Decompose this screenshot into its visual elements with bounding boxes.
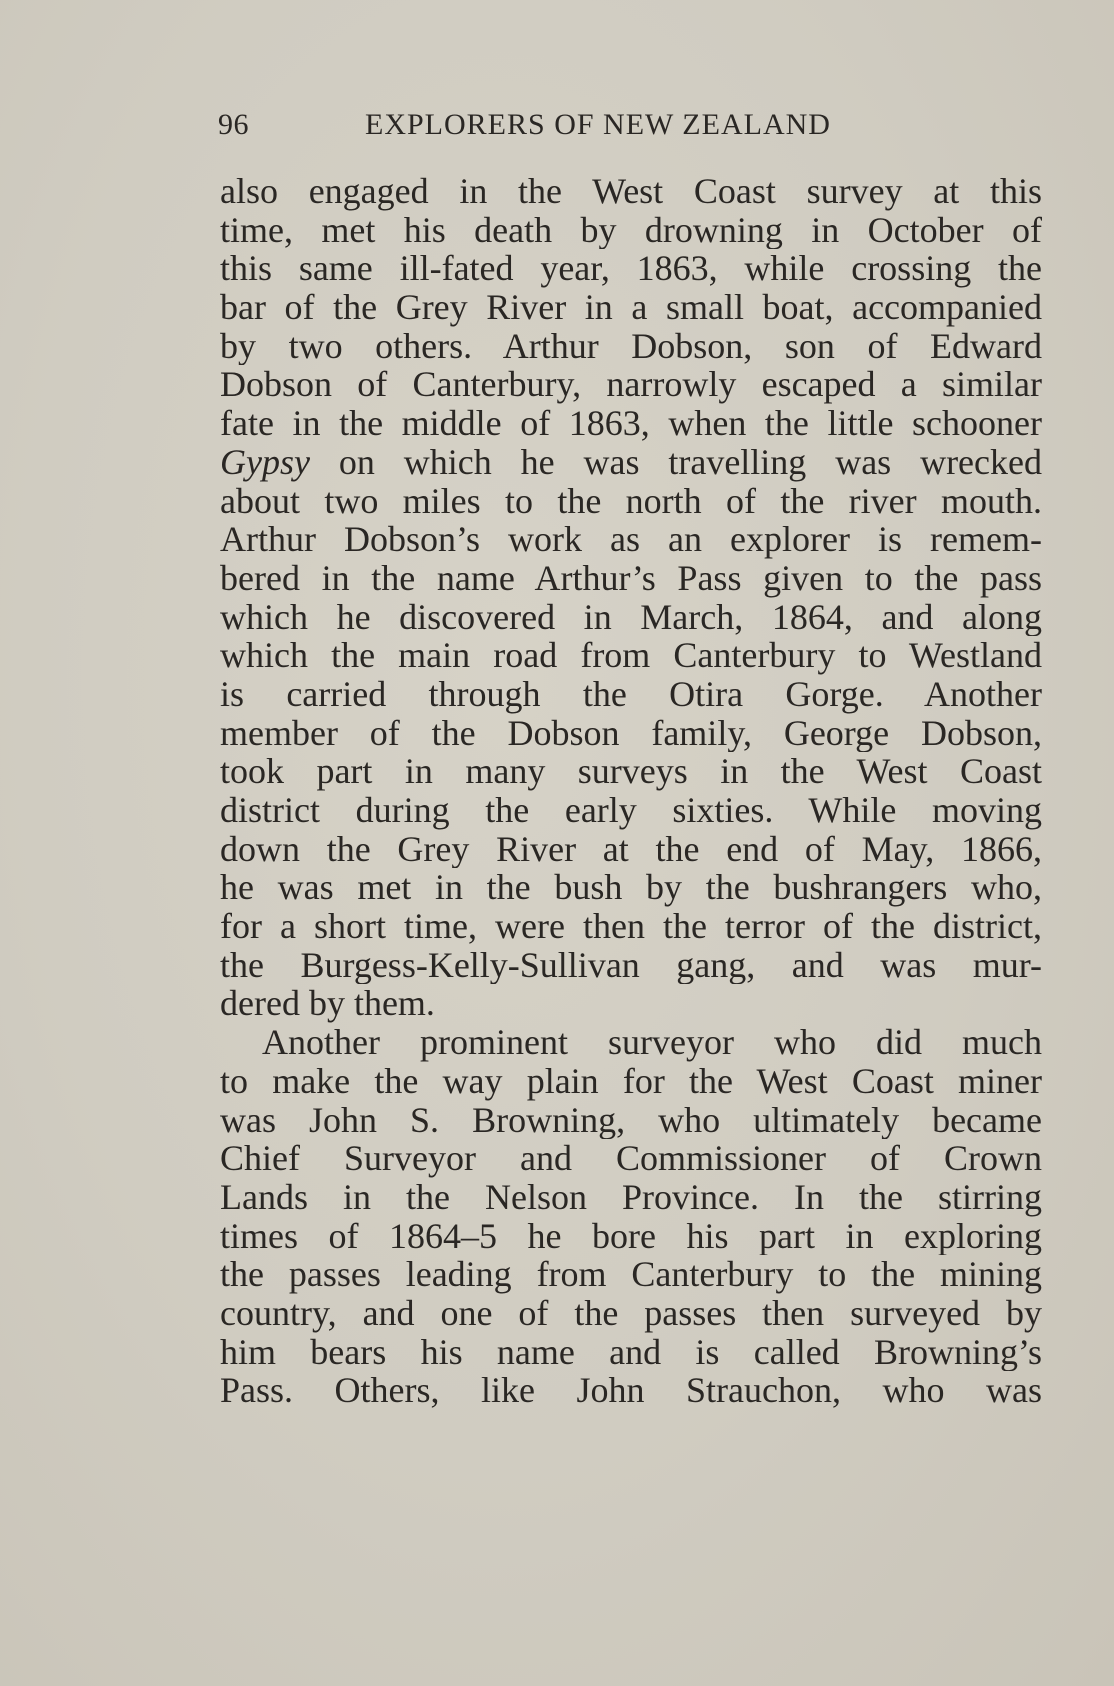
text-line-rest: on which he was travelling was wrecked — [338, 442, 1042, 482]
text-line: times of 1864–5 he bore his part in exploring — [220, 1216, 1042, 1256]
text-line: by two others. Arthur Dobson, son of Edward — [220, 326, 1042, 366]
text-line: the passes leading from Canterbury to the mining — [220, 1255, 1042, 1294]
body-text — [220, 172, 1042, 1410]
text-line: was John S. Browning, who ultimately became — [220, 1100, 1042, 1140]
text-line: fate in the middle of 1863, when the little schooner — [220, 404, 1042, 443]
ship-name: Gypsy — [220, 442, 310, 482]
text-line: country, and one of the passes then surveyed by — [220, 1293, 1042, 1333]
text-line: bar of the Grey River in a small boat, accompanied — [220, 288, 1042, 327]
text-line: to make the way plain for the West Coast miner — [220, 1061, 1042, 1101]
text-line: him bears his name and is called Browning’s — [220, 1332, 1042, 1372]
text-line-with-ship-name — [220, 443, 1042, 482]
text-line: for a short time, were then the terror of the district, — [220, 907, 1042, 946]
text-line: dered by them. — [220, 984, 435, 1024]
text-line: took part in many surveys in the West Coast — [220, 752, 1042, 791]
text-line: Dobson of Canterbury, narrowly escaped a similar — [220, 365, 1042, 405]
paragraph-2 — [220, 1023, 1042, 1410]
text-line: Lands in the Nelson Province. In the stirring — [220, 1177, 1042, 1217]
text-line: about two miles to the north of the river mouth. — [220, 481, 1042, 521]
text-line: Another prominent surveyor who did much — [262, 1023, 1042, 1062]
text-line: time, met his death by drowning in October of — [220, 210, 1042, 250]
text-line: Chief Surveyor and Commissioner of Crown — [220, 1139, 1042, 1178]
text-line: which he discovered in March, 1864, and along — [220, 597, 1042, 637]
text-line: this same ill-fated year, 1863, while crossing the — [220, 249, 1042, 289]
text-line: Arthur Dobson’s work as an explorer is remem- — [220, 520, 1042, 559]
page-header — [218, 108, 1048, 148]
text-line: also engaged in the West Coast survey at this — [220, 172, 1042, 211]
text-line: bered in the name Arthur’s Pass given to the pass — [220, 558, 1042, 598]
text-line: Pass. Others, like John Strauchon, who was — [220, 1371, 1042, 1410]
page-number: 96 — [218, 108, 249, 141]
text-line: member of the Dobson family, George Dobson, — [220, 713, 1042, 753]
text-line: which the main road from Canterbury to Westland — [220, 636, 1042, 675]
running-title: EXPLORERS OF NEW ZEALAND — [365, 108, 831, 141]
text-line: down the Grey River at the end of May, 1866, — [220, 829, 1042, 869]
paragraph-1 — [220, 172, 1042, 1023]
text-line: is carried through the Otira Gorge. Another — [220, 674, 1042, 714]
text-line: district during the early sixties. While moving — [220, 791, 1042, 830]
text-line: he was met in the bush by the bushrangers who, — [220, 868, 1042, 908]
text-line: the Burgess-Kelly-Sullivan gang, and was mur- — [220, 945, 1042, 985]
